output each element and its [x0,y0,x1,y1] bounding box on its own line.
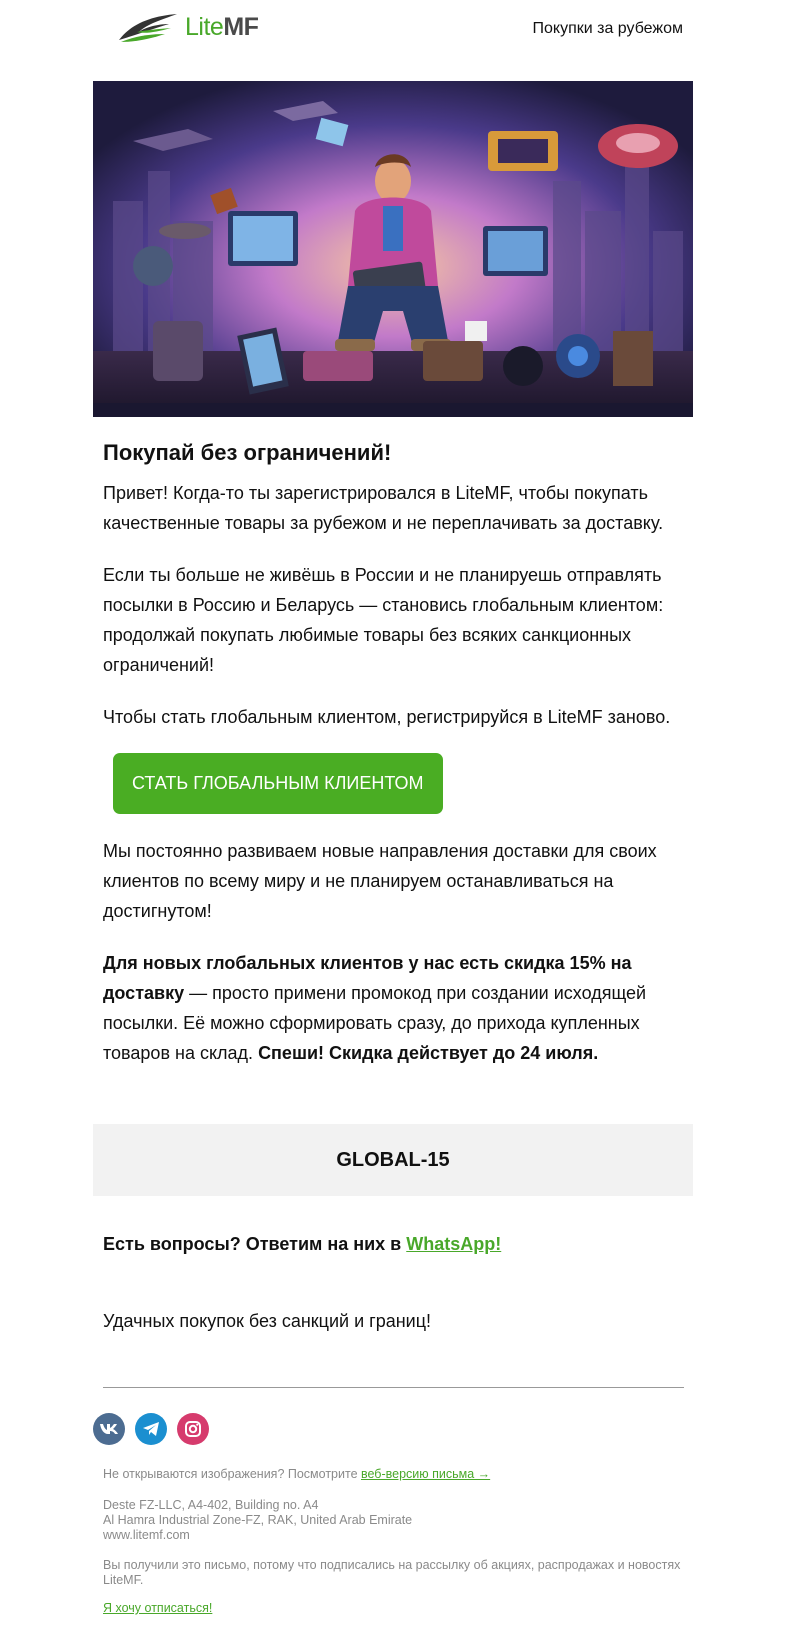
social-links [93,1413,209,1445]
company-address [103,1498,683,1543]
page-title: Покупай без ограничений! [103,440,392,465]
register-again-paragraph: Чтобы стать глобальным клиентом, регистрируйся в LiteMF заново. [103,707,671,727]
hero-image [93,81,693,417]
email-header [93,0,693,60]
main-content [103,440,683,1090]
bird-logo-icon [117,10,179,44]
vk-icon[interactable] [93,1413,125,1445]
whatsapp-link[interactable]: WhatsApp! [406,1234,502,1254]
subscription-note: Вы получили это письмо, потому что подписались на рассылку об акциях, распродажах и новостях LiteMF. [103,1558,681,1587]
telegram-icon[interactable] [135,1413,167,1445]
discount-text: — просто примени промокод при создании исходящей посылки. Её можно сформировать сразу, до прихода купленных товаров на склад. [103,983,647,1063]
images-text: Не открываются изображения? Посмотрите [103,1467,361,1481]
promo-code[interactable]: GLOBAL-15 [336,1148,450,1171]
become-global-client-button[interactable]: СТАТЬ ГЛОБАЛЬНЫМ КЛИЕНТОМ [113,753,443,814]
instagram-icon[interactable] [177,1413,209,1445]
deadline-bold-text: Спеши! Скидка действует до 24 июля. [258,1043,599,1063]
logo-text [185,13,258,42]
logo-lite: Lite [185,12,224,41]
delivery-directions-paragraph: Мы постоянно развиваем новые направления доставки для своих клиентов по всему миру и не планируем останавливаться на достигнутом! [103,841,657,921]
nav-link-shopping-abroad[interactable]: Покупки за рубежом [532,20,683,37]
web-version-link[interactable]: веб-версию письма → [361,1467,491,1481]
discount-bold-text: Для новых глобальных клиентов у нас есть скидка 15% на доставку [103,953,632,1003]
address-line-3[interactable]: www.litemf.com [103,1528,190,1542]
questions-line [103,1234,501,1255]
logo-mf: MF [223,12,259,41]
address-line-1: Deste FZ-LLC, A4-402, Building no. A4 [103,1498,319,1512]
address-line-2: Al Hamra Industrial Zone-FZ, RAK, United Arab Emirate [103,1513,413,1527]
hero-illustration-icon [93,81,693,417]
unsubscribe-link[interactable]: Я хочу отписаться! [103,1601,213,1615]
questions-text: Есть вопросы? Ответим на них в [103,1234,407,1254]
divider [103,1387,684,1388]
promo-code-box [93,1124,693,1196]
intro-paragraph: Привет! Когда-то ты зарегистрировался в LiteMF, чтобы покупать качественные товары за рубежом и не переплачивать за доставку. [103,483,664,533]
goodbye-text: Удачных покупок без санкций и границ! [103,1311,432,1331]
litemf-logo[interactable] [117,10,258,44]
web-version-line [103,1467,683,1482]
discount-paragraph [103,948,683,1068]
unsubscribe-line [103,1601,683,1616]
global-client-paragraph: Если ты больше не живёшь в России и не планируешь отправлять посылки в Россию и Беларусь — становись глобальным клиентом: продолжай покупать любимые товары без всяких санкционных ограничений! [103,565,664,675]
